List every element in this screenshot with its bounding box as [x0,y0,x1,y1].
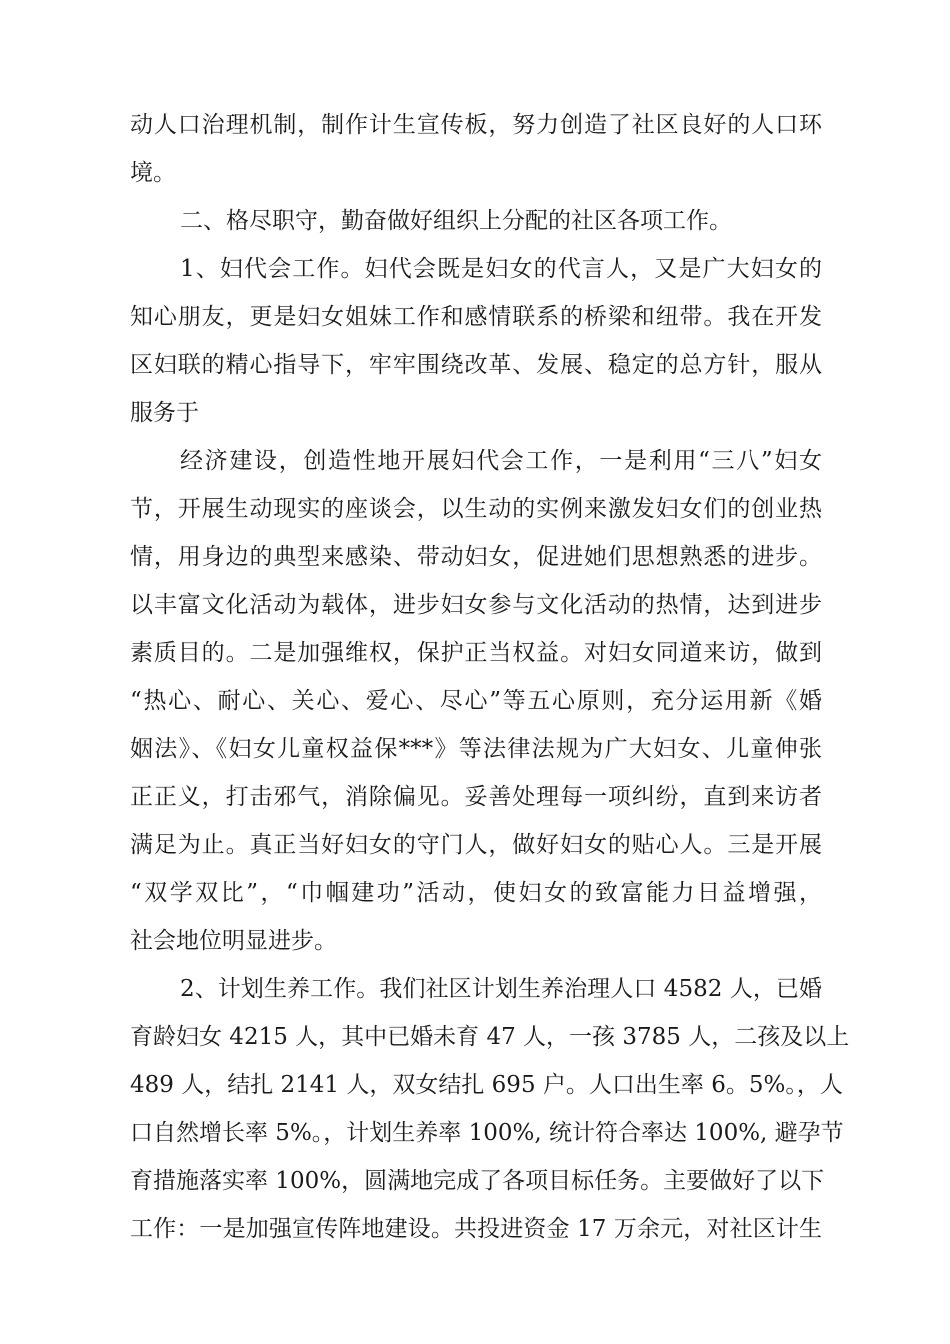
text-line: 境。 [130,160,176,186]
text-line: 工作：一是加强宣传阵地建设。共投进资金 17 万余元，对社区计生 [130,1216,822,1242]
text-line: 知心朋友，更是妇女姐妹工作和感情联系的桥梁和纽带。我在开发 [130,304,822,330]
text-line: 姻法》、《妇女儿童权益保***》等法律法规为广大妇女、儿童伸张 [130,736,822,762]
text-line: “双学双比”，“巾帼建功”活动，使妇女的致富能力日益增强， [130,880,822,906]
text-line: 素质目的。二是加强维权，保护正当权益。对妇女同道来访，做到 [130,640,822,666]
text-line: 经济建设，创造性地开展妇代会工作，一是利用“三八”妇女 [180,448,822,474]
text-line: 满足为止。真正当好妇女的守门人，做好妇女的贴心人。三是开展 [130,832,822,858]
text-line: 服务于 [130,400,199,426]
text-line: “热心、耐心、关心、爱心、尽心”等五心原则，充分运用新《婚 [130,688,822,714]
text-line: 育措施落实率 100%，圆满地完成了各项目标任务。主要做好了以下 [130,1168,825,1194]
text-line: 2、计划生养工作。我们社区计划生养治理人口 4582 人，已婚 [180,976,822,1002]
text-line: 情，用身边的典型来感染、带动妇女，促进她们思想熟悉的进步。 [130,544,822,570]
text-line: 口自然增长率 5%。，计划生养率 100%, 统计符合率达 100%, 避孕节 [130,1120,844,1146]
text-line: 正正义，打击邪气，消除偏见。妥善处理每一项纠纷，直到来访者 [130,784,822,810]
text-line: 节，开展生动现实的座谈会，以生动的实例来激发妇女们的创业热 [130,496,822,522]
text-line: 动人口治理机制，制作计生宣传板，努力创造了社区良好的人口环 [130,112,822,138]
text-line: 区妇联的精心指导下，牢牢围绕改革、发展、稳定的总方针，服从 [130,352,822,378]
text-line: 1、妇代会工作。妇代会既是妇女的代言人，又是广大妇女的 [180,256,822,282]
text-line: 以丰富文化活动为载体，进步妇女参与文化活动的热情，达到进步 [130,592,822,618]
section-heading: 二、格尽职守，勤奋做好组织上分配的社区各项工作。 [180,208,732,234]
text-line: 育龄妇女 4215 人，其中已婚未育 47 人，一孩 3785 人，二孩及以上 [130,1024,850,1050]
text-line: 489 人，结扎 2141 人，双女结扎 695 户。人口出生率 6。5%。，人 [130,1072,843,1098]
text-line: 社会地位明显进步。 [130,928,337,954]
